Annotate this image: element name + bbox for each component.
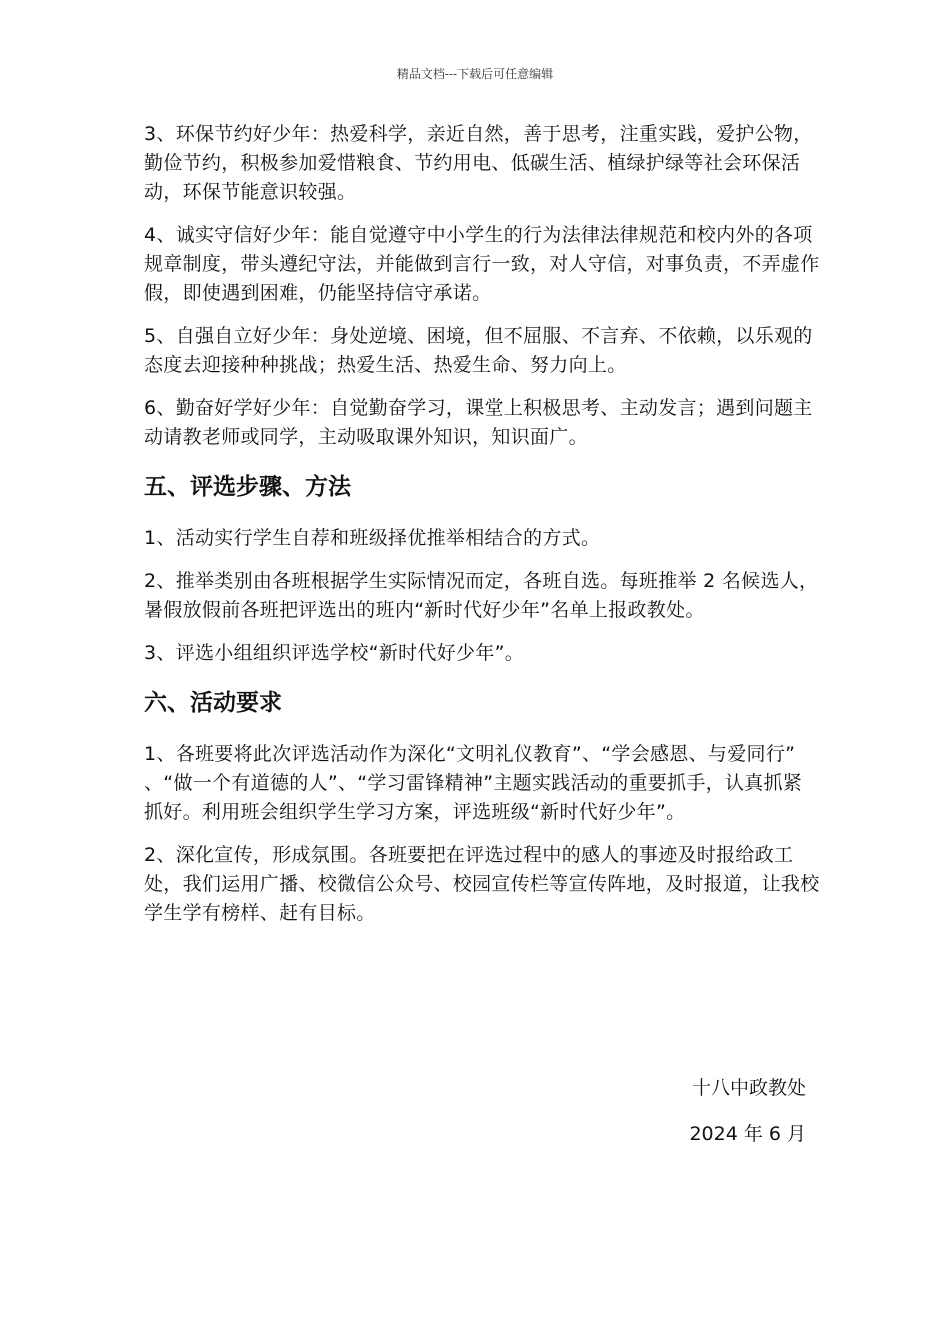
signature-date: 2024 年 6 月 — [689, 1123, 806, 1145]
section-6-item-1: 1、各班要将此次评选活动作为深化“文明礼仪教育”、“学会感恩、与爱同行” 、“做一个有道德的人”、“学习雷锋精神”主题实践活动的重要抓手，认真抓紧抓好。利用班会组织学生学习方案，评选班级“新时代好少年”。 — [144, 743, 803, 823]
section-6-title: 六、活动要求 — [144, 690, 282, 716]
section-6-item-2: 2、深化宣传，形成氛围。各班要把在评选过程中的感人的事迹及时报给政工处，我们运用广播、校微信公众号、校园宣传栏等宣传阵地，及时报道，让我校学生学有榜样、赶有目标。 — [144, 844, 820, 924]
document-body — [144, 120, 820, 942]
criteria-item-4: 4、诚实守信好少年：能自觉遵守中小学生的行为法律法律规范和校内外的各项规章制度，带头遵纪守法，并能做到言行一致，对人守信，对事负责，不弄虚作假，即使遇到困难，仍能坚持信守承诺。 — [144, 224, 820, 304]
criteria-item-3: 3、环保节约好少年：热爱科学，亲近自然，善于思考，注重实践，爱护公物，勤俭节约，积极参加爱惜粮食、节约用电、低碳生活、植绿护绿等社会环保活动，环保节能意识较强。 — [144, 123, 813, 203]
criteria-item-6: 6、勤奋好学好少年：自觉勤奋学习，课堂上积极思考、主动发言；遇到问题主动请教老师或同学，主动吸取课外知识，知识面广。 — [144, 397, 813, 448]
section-5-item-2: 2、推举类别由各班根据学生实际情况而定，各班自选。每班推举 2 名候选人，暑假放假前各班把评选出的班内“新时代好少年”名单上报政教处。 — [144, 570, 819, 621]
section-5-item-1: 1、活动实行学生自荐和班级择优推举相结合的方式。 — [144, 527, 601, 549]
signature-organization: 十八中政教处 — [691, 1077, 806, 1099]
section-5-title: 五、评选步骤、方法 — [144, 474, 351, 500]
criteria-item-5: 5、自强自立好少年：身处逆境、困境，但不屈服、不言弃、不依赖，以乐观的态度去迎接种种挑战；热爱生活、热爱生命、努力向上。 — [144, 325, 813, 376]
header-watermark: 精品文档---下载后可任意编辑 — [396, 67, 554, 81]
section-5-item-3: 3、评选小组组织评选学校“新时代好少年”。 — [144, 642, 525, 664]
